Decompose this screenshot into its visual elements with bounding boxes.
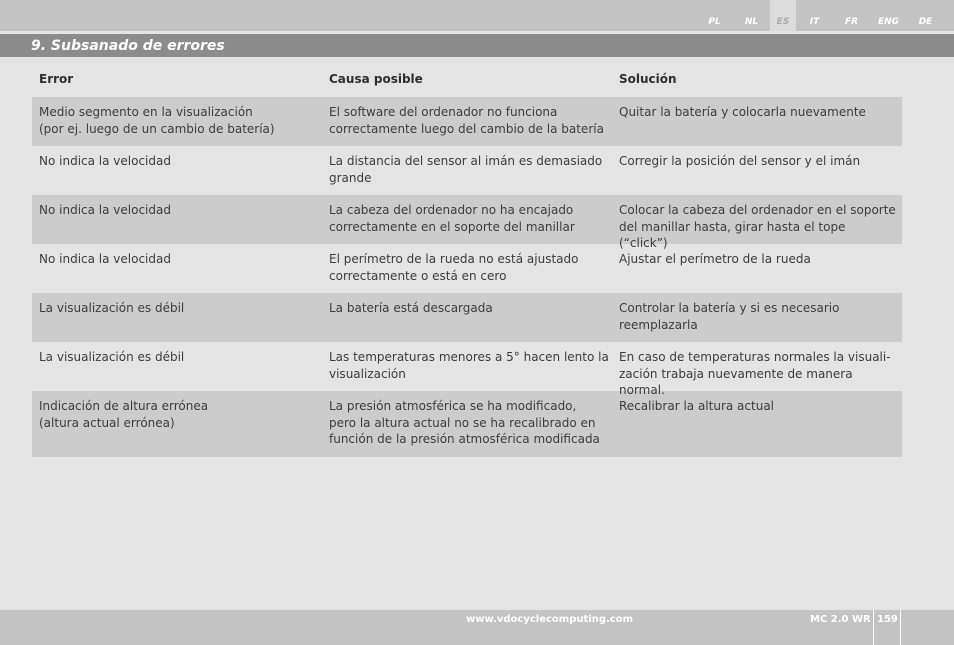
cell-cause: El perímetro de la rueda no está ajustado correctamente o está en cero <box>329 252 579 283</box>
website-link[interactable]: www.vdocyclecomputing.com <box>466 614 634 625</box>
cell-solution: Recalibrar la altura actual <box>619 399 775 413</box>
lang-tab-eng[interactable]: ENG <box>877 17 900 27</box>
table-row <box>32 97 902 146</box>
footer-divider <box>900 610 901 645</box>
cell-cause: La cabeza del ordenador no ha encajado correctamente en el soporte del manillar <box>329 203 575 234</box>
cell-cause: Las temperaturas menores a 5° hacen lento la visualización <box>329 350 609 381</box>
cell-solution: Ajustar el perímetro de la rueda <box>619 252 811 266</box>
header-error: Error <box>39 72 74 86</box>
top-bar <box>0 0 954 31</box>
page-number: 159 <box>877 614 898 625</box>
troubleshooting-table <box>32 66 902 457</box>
cell-cause: La batería está descargada <box>329 301 493 315</box>
cell-solution: Corregir la posición del sensor y el imán <box>619 154 861 168</box>
table-header-row <box>32 66 902 97</box>
section-title: 9. Subsanado de errores <box>31 37 225 54</box>
cell-error: No indica la velocidad <box>39 252 171 266</box>
cell-solution: Controlar la batería y si es necesario reemplazarla <box>619 301 840 332</box>
lang-tab-fr[interactable]: FR <box>844 17 859 27</box>
cell-error: No indica la velocidad <box>39 154 171 168</box>
cell-error: No indica la velocidad <box>39 203 171 217</box>
cell-solution: Colocar la cabeza del ordenador en el soporte del manillar hasta, girar hasta el tope (“click”) <box>619 203 896 250</box>
footer-divider <box>873 610 874 645</box>
footer-bar <box>0 610 954 645</box>
section-header <box>0 34 954 57</box>
cell-cause: La presión atmosférica se ha modificado, pero la altura actual no se ha recalibrado en función de la presión atmosférica modificada <box>329 399 600 446</box>
cell-cause: La distancia del sensor al imán es demasiado grande <box>329 154 603 185</box>
cell-error: Medio segmento en la visualización (por ej. luego de un cambio de batería) <box>39 105 275 136</box>
header-cause: Causa posible <box>329 72 423 86</box>
cell-cause: El software del ordenador no funciona correctamente luego del cambio de la batería <box>329 105 604 136</box>
cell-error: La visualización es débil <box>39 301 185 315</box>
header-solution: Solución <box>619 72 677 86</box>
lang-tab-it[interactable]: IT <box>809 17 820 27</box>
table-row <box>32 244 902 293</box>
lang-tab-es[interactable]: ES <box>770 0 796 31</box>
table-row <box>32 146 902 195</box>
table-row <box>32 195 902 250</box>
lang-tab-pl[interactable]: PL <box>708 17 721 27</box>
table-row <box>32 342 902 397</box>
table-row <box>32 391 902 457</box>
language-tabs <box>696 0 944 31</box>
lang-tab-nl[interactable]: NL <box>744 17 759 27</box>
table-row <box>32 293 902 342</box>
lang-tab-de[interactable]: DE <box>918 17 933 27</box>
model-name: MC 2.0 WR <box>810 614 871 625</box>
cell-solution: Quitar la batería y colocarla nuevamente <box>619 105 866 119</box>
cell-solution: En caso de temperaturas normales la visuali- zación trabaja nuevamente de manera normal. <box>619 350 891 397</box>
cell-error: Indicación de altura errónea (altura actual errónea) <box>39 399 209 430</box>
cell-error: La visualización es débil <box>39 350 185 364</box>
